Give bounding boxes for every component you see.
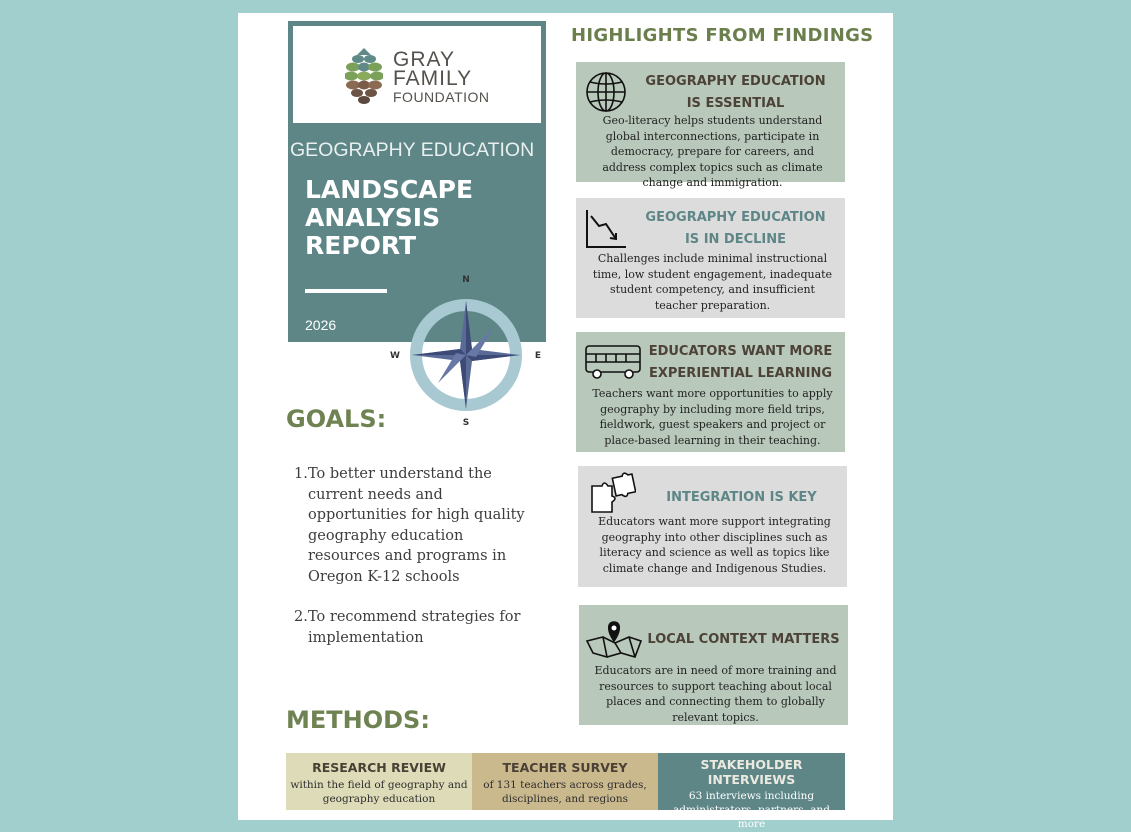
- card-body: Teachers want more opportunities to apply geography by including more field trips, fieldwork, guest speakers and project or place-based learning in their teaching.: [592, 387, 833, 447]
- logo: [293, 26, 541, 123]
- goals-list: [294, 464, 539, 668]
- logo-line-3: FOUNDATION: [393, 89, 490, 105]
- method-research-review: [286, 753, 472, 810]
- compass-e-label: E: [534, 351, 542, 361]
- finding-card-essential: [576, 62, 845, 189]
- card-title: GEOGRAPHY EDUCATION IS IN DECLINE: [645, 210, 826, 247]
- compass-n-label: N: [462, 275, 470, 285]
- card-title: LOCAL CONTEXT MATTERS: [647, 632, 840, 647]
- goal-item: [294, 464, 539, 587]
- methods-row: [286, 753, 845, 830]
- card-title: GEOGRAPHY EDUCATION IS ESSENTIAL: [645, 74, 826, 111]
- method-desc: within the field of geography and geography education: [290, 779, 468, 805]
- card-body: Challenges include minimal instructional time, low student engagement, inadequate student competency, and insufficient teacher preparation.: [592, 252, 833, 312]
- report-title: LANDSCAPE ANALYSIS REPORT: [305, 175, 474, 260]
- logo-line-2: FAMILY: [393, 67, 473, 90]
- card-title: EDUCATORS WANT MORE EXPERIENTIAL LEARNING: [648, 344, 833, 381]
- goals-heading: GOALS:: [286, 405, 387, 433]
- pinecone-icon: [345, 48, 383, 106]
- finding-card-experiential: [576, 332, 845, 452]
- puzzle-icon: [590, 472, 636, 516]
- compass-rose-icon: [386, 271, 546, 431]
- highlights-heading: HIGHLIGHTS FROM FINDINGS: [571, 25, 874, 46]
- card-body: Geo-literacy helps students understand global interconnections, participate in democracy, prepare for careers, and address complex topics such as climate change and immigration.: [602, 114, 823, 189]
- method-teacher-survey: [472, 753, 658, 810]
- compass-w-label: W: [390, 351, 400, 361]
- finding-card-integration: [578, 466, 847, 587]
- goal-number: 1.: [294, 466, 308, 482]
- finding-card-decline: [576, 198, 845, 318]
- card-body: Educators want more support integrating geography into other disciplines such as literacy and science as well as topics like climate change and Indigenous Studies.: [598, 515, 831, 575]
- goal-text: To better understand the current needs and opportunities for high quality geography education resources and programs in Oregon K-12 schools: [308, 466, 525, 585]
- card-title: INTEGRATION IS KEY: [666, 490, 817, 505]
- report-subtitle: GEOGRAPHY EDUCATION: [290, 139, 535, 161]
- method-title: TEACHER SURVEY: [502, 760, 628, 775]
- method-title: RESEARCH REVIEW: [312, 760, 446, 775]
- report-year: 2026: [305, 317, 337, 333]
- finding-card-local-context: [579, 605, 848, 725]
- compass-s-label: S: [462, 418, 470, 428]
- method-title: STAKEHOLDER INTERVIEWS: [700, 757, 803, 787]
- goal-number: 2.: [294, 609, 308, 625]
- goal-item: [294, 607, 539, 648]
- card-body: Educators are in need of more training and resources to support teaching about local places and connecting them to globally relevant topics.: [594, 664, 837, 724]
- method-stakeholder-interviews: [658, 753, 845, 830]
- method-desc: 63 interviews including administrators, partners, and more: [673, 790, 830, 830]
- bus-icon: [584, 342, 642, 382]
- declining-chart-icon: [584, 208, 628, 250]
- methods-heading: METHODS:: [286, 706, 430, 734]
- logo-line-1: GRAY: [393, 48, 455, 71]
- goal-text: To recommend strategies for implementation: [308, 609, 521, 646]
- globe-icon: [584, 70, 628, 114]
- logo-wordmark: [393, 50, 490, 106]
- title-divider: [305, 289, 387, 293]
- map-pin-icon: [585, 619, 643, 659]
- method-desc: of 131 teachers across grades, disciplines, and regions: [483, 779, 647, 805]
- report-page: [238, 13, 893, 830]
